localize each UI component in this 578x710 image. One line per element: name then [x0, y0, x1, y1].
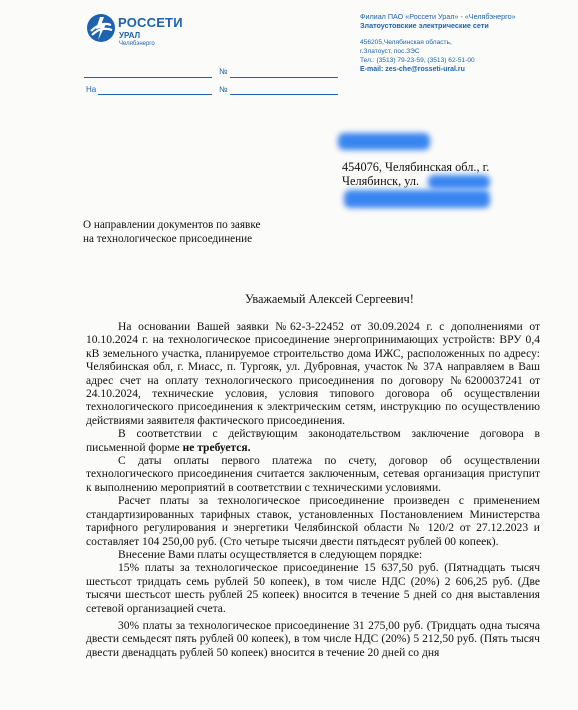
organization-header [360, 12, 570, 75]
logo-region: УРАЛ [119, 31, 141, 40]
reg-number-line [230, 77, 338, 78]
paragraph-payment-order: Внесение Вами платы осуществляется в следующем порядке: [118, 548, 423, 561]
paragraph-basis: На основании Вашей заявки №62-3-22452 от 30.09.2024 г. с дополнениями от 10.10.2024 г. на технологическое присоединение энергопринимающих устройств: ВРУ 0,4 кВ земельного участка, планируемое строительство дома ИЖС, расположенных по адресу: Челябинская обл, г. Миасс, п. Тургояк, ул. Дубровная, участок № 37А направляем в Ваш адрес счет на оплату технологического присоединения по договору №6200037241 от 24.10.2024, технические условия, условия типового договора об осуществлении технологического присоединения к электрическим сетям, инструкцию по осуществлению действиями заявителя фактического присоединения. [86, 321, 540, 427]
rosseti-logo [86, 13, 186, 53]
paragraph-payment-30: 30% платы за технологическое присоединение 31 275,00 руб. (Тридцать одна тысяча двести семьдесят пять рублей 00 копеек), в том числе НДС (20%) 5 212,50 руб. (Пять тысяч двести двенадцать рублей 50 копеек) вносится в течение 20 дней со дня [86, 619, 540, 659]
greeting: Уважаемый Алексей Сергеевич! [245, 292, 414, 306]
paragraph-payment-15: 15% платы за технологическое присоединение 15 637,50 руб. (Пятнадцать тысяч шестьсот тридцать семь рублей 50 копеек), в том числе НДС (20%) 2 606,25 руб. (Две тысячи шестьсот шесть рублей 25 копеек) вносится в течение 5 дней со дня выставления сетевой организацией счета. [86, 562, 540, 615]
reg-number-sign: № [219, 67, 228, 76]
paragraph-fee-calculation: Расчет платы за технологическое присоединение произведен с применением стандартизированных тарифных ставок, установленных Постановлением Министерства тарифного регулирования и энергетики Челябинской области № 120/2 от 27.12.2023 и составляет 104 250,00 руб. (Сто четыре тысячи двести пятьдесят рублей 00 копеек). [86, 495, 540, 548]
redaction-house [344, 190, 490, 208]
org-address-line1: 456205,Челябинская область, [360, 39, 452, 46]
ref-number-line [230, 94, 338, 95]
contract-form-bold: не требуется. [182, 441, 251, 454]
letter-body [86, 321, 540, 660]
paragraph-contract-form [86, 428, 540, 455]
org-branch: Филиал ПАО «Россети Урал» - «Челябэнерго» [360, 12, 516, 21]
org-email: E-mail: zes-che@rosseti-ural.ru [360, 66, 465, 73]
logo-name: РОССЕТИ [118, 15, 183, 30]
ref-date-line [98, 94, 212, 95]
paragraph-contract-conclusion: С даты оплаты первого платежа по счету, договор об осуществлении технологического присоединения считается заключенным, сетевая организация приступит к выполнению мероприятий в соответствии с техническими условиями. [86, 455, 540, 494]
subject-line2: на технологическое присоединение [83, 233, 253, 245]
logo-city: Челябэнерго [119, 41, 155, 47]
org-unit: Златоустовские электрические сети [360, 21, 489, 30]
letter-subject [83, 218, 303, 246]
redaction-street [428, 175, 490, 189]
contract-form-text: В соответствии с действующим законодательством заключение договора в письменной форме [86, 428, 540, 454]
addressee-line1: 454076, Челябинская обл., г. [342, 160, 490, 174]
org-address-line2: г.Златоуст, пос.ЗЭС [360, 48, 420, 55]
ref-label: На [86, 85, 97, 94]
ref-number-sign: № [219, 85, 228, 94]
redaction-name [338, 133, 430, 150]
rosseti-emblem-icon [86, 13, 116, 43]
addressee-line2: Челябинск, ул. [342, 174, 420, 188]
subject-line1: О направлении документов по заявке [83, 219, 261, 231]
org-phone: Тел.: (3513) 79-23-59, (3513) 62-51-00 [360, 57, 475, 64]
reg-date-line [84, 77, 212, 78]
